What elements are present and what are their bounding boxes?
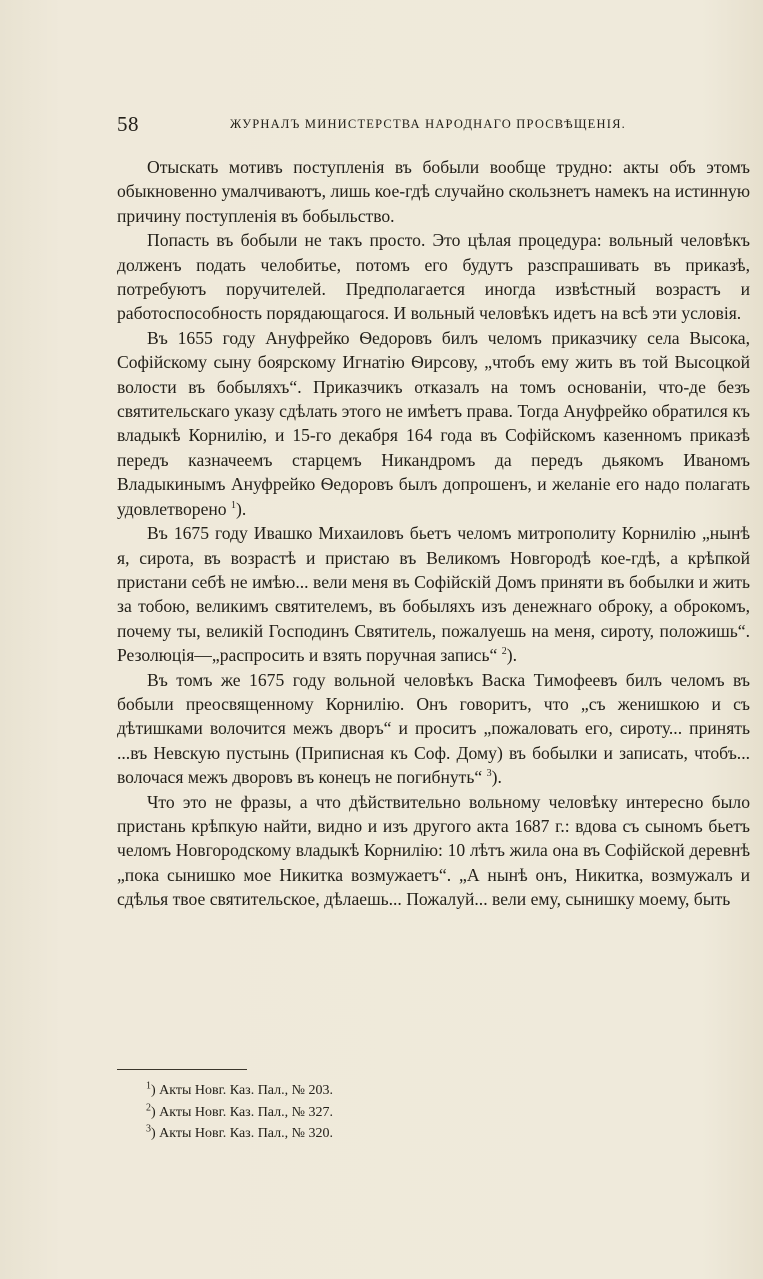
paragraph-text: Что это не фразы, а что дѣйствительно вольному человѣку интересно было пристань крѣпкую найти, видно и изъ другого акта 1687 г.: вдова съ сыномъ бьетъ челомъ Новгородскому владыкѣ Корнилію: 10 лѣтъ жила она въ Софійской деревнѣ „пока сынишко мое Никитка возмужаетъ“. „А нынѣ онъ, Никитка, возмужалъ и сдѣлья твое святительское, дѣлаешь... Пожалуй... вели ему, сынишку моему, быть — [117, 791, 750, 910]
page-number: 58 — [117, 112, 139, 136]
footnote-text: ) Акты Новг. Каз. Пал., № 327. — [151, 1104, 333, 1120]
footnote — [146, 1080, 546, 1102]
paragraph — [117, 521, 750, 667]
paragraph-text: Въ томъ же 1675 году вольной человѣкъ Васка Тимофеевъ билъ челомъ въ бобыли преосвященному Корнилію. Онъ говоритъ, что „съ женишкою и съ дѣтишками волочится межъ дворъ“ и проситъ „пожаловать его, сироту... принять ...въ Невскую пустынь (Приписная къ Соф. Дому) въ бобылки и записать, чтобъ... волочася межъ дворовъ въ конецъ не погибнуть“ — [117, 669, 750, 788]
footnote-text: ) Акты Новг. Каз. Пал., № 203. — [151, 1083, 333, 1098]
footnote-text: ) Акты Новг. Каз. Пал., № 320. — [151, 1126, 333, 1141]
footnote-ref: 2 — [501, 646, 507, 658]
paragraph — [117, 790, 750, 912]
paragraph-text: Въ 1655 году Ануфрейко Ѳедоровъ билъ челомъ приказчику села Высока, Софійскому сыну боярскому Игнатію Ѳирсову, „чтобъ ему жить въ той Высоцкой волости въ бобыляхъ“. Приказчикъ отказалъ на томъ основаніи, что-де безъ святительскаго указу сдѣлать этого не имѣетъ права. Тогда Ануфрейко обратился къ владыкѣ Корнилію, и 15-го декабря 164 года въ Софійскомъ казенномъ приказѣ передъ казначеемъ старцемъ Никандромъ да передъ дьякомъ Иваномъ Владыкинымъ Ануфрейко Ѳедоровъ былъ допрошенъ, и желаніе его надо полагать удовлетворено — [117, 327, 750, 519]
paragraph-text: Попасть въ бобыли не такъ просто. Это цѣлая процедура: вольный человѣкъ долженъ подать челобитье, потомъ его будутъ разспрашивать въ приказѣ, потребуютъ поручителей. Предполагается иногда извѣстный возрастъ и работоспособность порядающагося. И вольный человѣкъ идетъ на всѣ эти условія. — [117, 230, 750, 324]
footnote-ref: 1 — [231, 499, 236, 511]
paragraph — [117, 155, 750, 228]
footnote-ref-tail: ). — [491, 767, 502, 788]
footnote-ref: 3 — [486, 768, 492, 780]
footnote-mark: 3 — [146, 1123, 151, 1135]
footnote — [146, 1123, 546, 1145]
paragraph-text: Отыскать мотивъ поступленія въ бобыли вообще трудно: акты объ этомъ обыкновенно умалчиваютъ, лишь кое-гдѣ случайно скользнетъ намекъ на истинную причину поступленія въ бобыльство. — [117, 157, 750, 226]
page-header — [117, 112, 662, 142]
body-text — [117, 155, 750, 912]
paragraph — [117, 228, 750, 326]
paragraph — [117, 326, 750, 521]
footnote-mark: 1 — [146, 1080, 151, 1092]
footnote — [146, 1102, 546, 1124]
paragraph — [117, 668, 750, 790]
footnote-mark: 2 — [146, 1101, 151, 1113]
footnote-ref-tail: ). — [506, 645, 517, 666]
footnote-ref-tail: ). — [236, 498, 247, 519]
footnotes — [146, 1080, 546, 1145]
paragraph-text: Въ 1675 году Ивашко Михаиловъ бьетъ челомъ митрополиту Корнилію „нынѣ я, сирота, въ возрастѣ и пристаю въ Великомъ Новгородѣ кое-гдѣ, а крѣпкой пристани себѣ не имѣю... вели меня въ Софійскій Домъ приняти въ бобылки и жить за тобою, великимъ святителемъ, въ бобыляхъ изъ денежнаго оброку, а оброкомъ, почему ты, великій Господинъ Святитель, пожалуешь на меня, сироту, положишь“. Резолюція—„распросить и взять поручная запись“ — [117, 523, 750, 666]
footnote-divider — [117, 1069, 247, 1070]
running-title: ЖУРНАЛЪ МИНИСТЕРСТВА НАРОДНАГО ПРОСВѢЩЕНІЯ. — [230, 117, 626, 131]
